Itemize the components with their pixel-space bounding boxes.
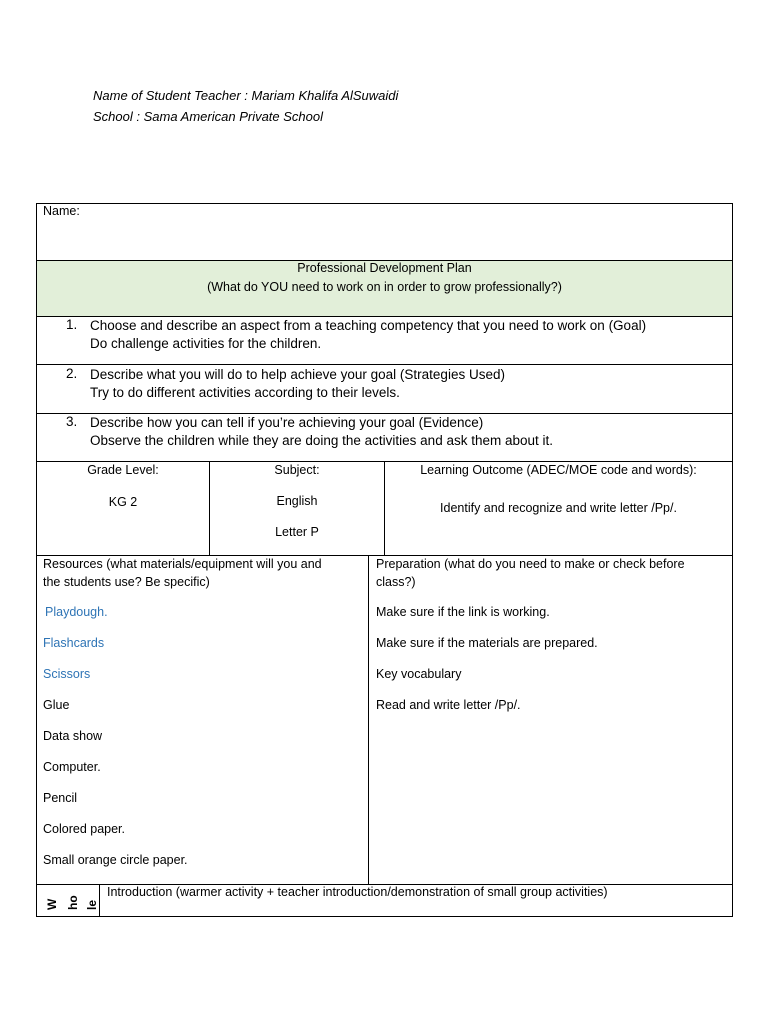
resource-item: Pencil — [43, 791, 78, 805]
resource-item: Flashcards — [43, 636, 105, 650]
row-divider — [36, 364, 733, 365]
grade-level-label: Grade Level: — [87, 463, 159, 477]
preparation-item: Read and write letter /Pp/. — [376, 698, 521, 712]
goal-number: 1. — [66, 317, 78, 332]
col-divider — [368, 555, 369, 884]
preparation-item: Key vocabulary — [376, 667, 462, 681]
subject-label: Subject: — [274, 463, 320, 477]
pdp-title: Professional Development Plan — [297, 261, 472, 275]
learning-outcome-value: Identify and recognize and write letter /Pp/. — [440, 501, 677, 515]
name-label: Name: — [43, 204, 80, 218]
col-divider — [99, 884, 100, 917]
preparation-item: Make sure if the materials are prepared. — [376, 636, 598, 650]
introduction-label: Introduction (warmer activity + teacher introduction/demonstration of small group activities) — [107, 885, 608, 899]
learning-outcome-label: Learning Outcome (ADEC/MOE code and words): — [420, 463, 697, 477]
resource-item: Computer. — [43, 760, 101, 774]
evidence-question: Describe how you can tell if you’re achieving your goal (Evidence) — [90, 415, 484, 430]
whole-group-label: le — [85, 899, 99, 910]
preparation-item: Make sure if the link is working. — [376, 605, 550, 619]
subject-value: English — [276, 494, 318, 508]
goal-question: Choose and describe an aspect from a teaching competency that you need to work on (Goal) — [90, 318, 647, 333]
evidence-answer: Observe the children while they are doing the activities and ask them about it. — [90, 433, 554, 448]
strategy-question: Describe what you will do to help achieve your goal (Strategies Used) — [90, 367, 505, 382]
whole-group-label: ho — [66, 895, 80, 910]
grade-level-value: KG 2 — [108, 495, 138, 509]
pdp-subtitle: (What do YOU need to work on in order to grow professionally?) — [207, 280, 562, 294]
resource-item: Glue — [43, 698, 70, 712]
evidence-number: 3. — [66, 414, 78, 429]
resources-label: Resources (what materials/equipment will you and — [43, 557, 322, 571]
goal-answer: Do challenge activities for the children. — [90, 336, 322, 351]
whole-group-label: W — [45, 898, 59, 910]
student-teacher-name: Name of Student Teacher : Mariam Khalifa AlSuwaidi — [93, 88, 399, 103]
preparation-label-cont: class?) — [376, 575, 416, 589]
resource-item: Colored paper. — [43, 822, 126, 836]
resources-label-cont: the students use? Be specific) — [43, 575, 210, 589]
resource-item: Playdough. — [45, 605, 108, 619]
resource-item: Scissors — [43, 667, 91, 681]
subject-letter: Letter P — [275, 525, 319, 539]
strategy-answer: Try to do different activities according to their levels. — [90, 385, 400, 400]
strategy-number: 2. — [66, 366, 78, 381]
resource-item: Data show — [43, 729, 103, 743]
resource-item: Small orange circle paper. — [43, 853, 188, 867]
school-name: School : Sama American Private School — [93, 109, 324, 124]
preparation-label: Preparation (what do you need to make or check before — [376, 557, 685, 571]
